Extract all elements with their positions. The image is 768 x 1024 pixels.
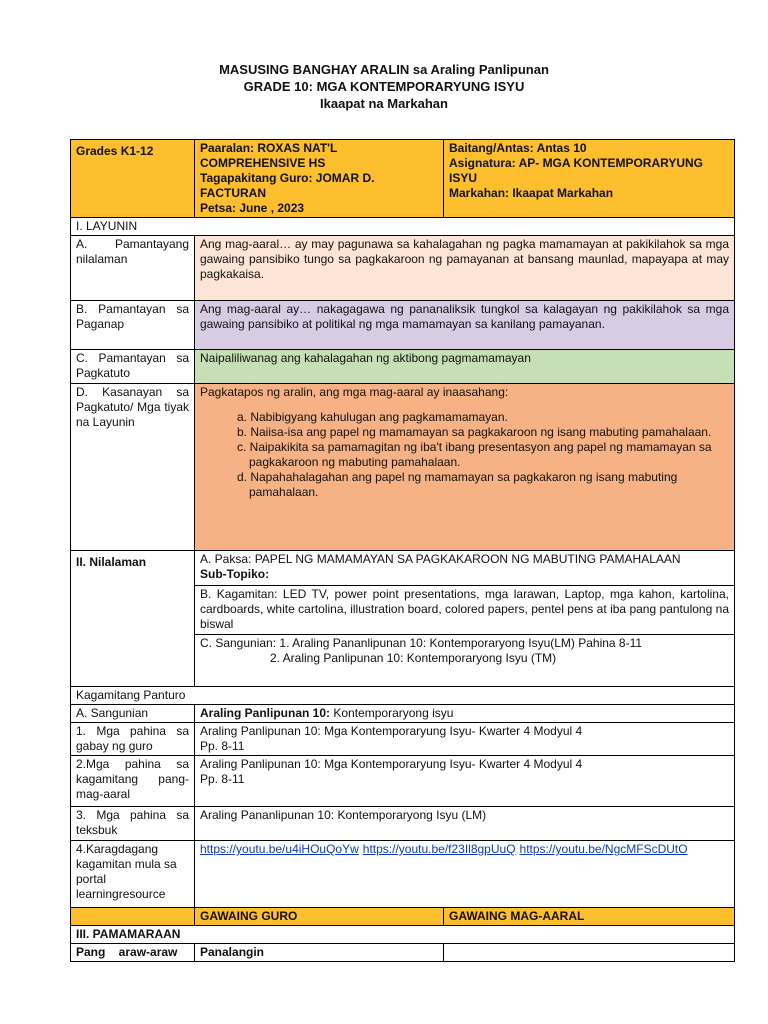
topic-text: A. Paksa: PAPEL NG MAMAMAYAN SA PAGKAKAROON NG MABUTING PAMAHALAAN <box>200 552 681 566</box>
video-link-3[interactable]: https://youtu.be/NgcMFScDUtO <box>519 842 688 856</box>
date-label: Petsa: June , 2023 <box>200 201 305 215</box>
grades-cell <box>71 140 195 218</box>
competencies-cell <box>195 384 735 551</box>
student-response-cell <box>444 944 735 962</box>
textbook-text: Araling Pananlipunan 10: Kontemporaryong Isyu (LM) <box>195 807 735 841</box>
sources-cell <box>195 705 735 723</box>
learner-materials-text: Araling Panlipunan 10: Mga Kontemporaryung Isyu- Kwarter 4 Modyul 4 <box>200 757 583 771</box>
sources-row <box>71 705 735 723</box>
objective-item: c. Naipakikita sa pamamagitan ng iba't ibang presentasyon ang papel ng mamamayan sa pagkakaroon ng mabuting pamahalaan. <box>237 440 712 469</box>
procedure-header-blank <box>71 908 195 926</box>
objectives-list <box>200 410 729 500</box>
topic-row <box>71 551 735 586</box>
lesson-plan-table <box>70 139 735 962</box>
competencies-intro: Pagkatapos ng aralin, ang mga mag-aaral ay inaasahang: <box>200 385 509 399</box>
additional-resources-label: 4.Karagdagang kagamitan mula sa portal learningresource <box>71 841 195 908</box>
content-heading: II. Nilalaman <box>71 551 195 687</box>
textbook-row <box>71 807 735 841</box>
teaching-materials-heading: Kagamitang Panturo <box>71 687 735 705</box>
teacher-label: Tagapakitang Guro: JOMAR D. FACTURAN <box>200 171 375 200</box>
video-link-1[interactable]: https://youtu.be/u4iHOuQoYw <box>200 842 359 856</box>
teaching-materials-row <box>71 687 735 705</box>
content-standard-text: Ang mag-aaral… ay may pagunawa sa kahalagahan ng pagka mamamayan at pakikilahok sa mga gawaing pansibiko tungo sa pagkakaroon ng pamayanan at bansang maunlad, mapayapa at may pagkakaisa. <box>195 236 735 301</box>
learning-standard-row <box>71 350 735 384</box>
learner-materials-label: 2.Mga pahina sa kagamitang pang-mag-aaral <box>71 756 195 807</box>
additional-resources-row <box>71 841 735 908</box>
competencies-row <box>71 384 735 551</box>
grades-label: Grades K1-12 <box>76 144 154 158</box>
student-activity-header: GAWAING MAG-AARAL <box>444 908 735 926</box>
procedure-heading: III. PAMAMARAAN <box>71 926 735 944</box>
topic-cell <box>195 551 735 586</box>
competencies-label: D. Kasanayan sa Pagkatuto/ Mga tiyak na Layunin <box>71 384 195 551</box>
learning-standard-label: C. Pamantayan sa Pagkatuto <box>71 350 195 384</box>
objective-item: b. Naiisa-isa ang papel ng mamamayan sa pagkakaroon ng isang mabuting pamahalaan. <box>237 425 712 439</box>
doc-title-line3: Ikaapat na Markahan <box>320 96 448 111</box>
prayer-cell: Panalangin <box>195 944 444 962</box>
teacher-guide-label: 1. Mga pahina sa gabay ng guro <box>71 723 195 756</box>
materials-text: B. Kagamitan: LED TV, power point presentations, mga larawan, Laptop, mga kahon, kartolina, cardboards, white cartolina, illustration board, colored papers, pentel pens at iba pang pantulong na biswal <box>195 586 735 635</box>
content-standard-label: A. Pamantayang nilalaman <box>71 236 195 301</box>
header-row <box>71 140 735 218</box>
video-link-2[interactable]: https://youtu.be/f23Il8gpUuQ <box>362 842 516 856</box>
school-info-cell <box>195 140 444 218</box>
teacher-activity-header: GAWAING GURO <box>195 908 444 926</box>
quarter-label: Markahan: Ikaapat Markahan <box>449 186 614 200</box>
school-label: Paaralan: ROXAS NAT'L COMPREHENSIVE HS <box>200 141 338 170</box>
sources-bold-text: Araling Panlipunan 10: <box>200 706 331 720</box>
teacher-guide-cell <box>195 723 735 756</box>
learner-materials-pages: Pp. 8-11 <box>200 772 245 786</box>
learning-standard-text: Naipaliliwanag ang kahalagahan ng aktibong pagmamamayan <box>195 350 735 384</box>
daily-routine-row <box>71 944 735 962</box>
subject-info-cell <box>444 140 735 218</box>
textbook-label: 3. Mga pahina sa teksbuk <box>71 807 195 841</box>
content-standard-row <box>71 236 735 301</box>
grade-level-label: Baitang/Antas: Antas 10 <box>449 141 587 155</box>
sources-label: A. Sangunian <box>71 705 195 723</box>
performance-standard-row <box>71 301 735 350</box>
reference-line-2: 2. Araling Panlipunan 10: Kontemporaryong Isyu (TM) <box>270 651 557 665</box>
doc-title-line2: GRADE 10: MGA KONTEMPORARYUNG ISYU <box>243 79 525 94</box>
objectives-heading-row <box>71 218 735 236</box>
learner-materials-row <box>71 756 735 807</box>
additional-resources-cell <box>195 841 735 908</box>
doc-title-line1: MASUSING BANGHAY ARALIN sa Araling Panlipunan <box>219 62 549 77</box>
procedure-heading-row <box>71 926 735 944</box>
sources-text: Kontemporaryong isyu <box>330 706 454 720</box>
objective-item: a. Nabibigyang kahulugan ang pagkamamamayan. <box>237 410 508 424</box>
objective-item: d. Napahahalagahan ang papel ng mamamayan sa pagkakaron ng isang mabuting pamahalaan. <box>237 470 678 499</box>
reference-line-1: C. Sangunian: 1. Araling Pananlipunan 10: Kontemporaryong Isyu(LM) Pahina 8-11 <box>200 636 643 650</box>
objectives-heading: I. LAYUNIN <box>71 218 735 236</box>
teacher-guide-text: Araling Panlipunan 10: Mga Kontemporaryung Isyu- Kwarter 4 Modyul 4 <box>200 724 583 738</box>
references-cell <box>195 635 735 687</box>
teacher-guide-pages: Pp. 8-11 <box>200 739 245 753</box>
subject-label: Asignatura: AP- MGA KONTEMPORARYUNG ISYU <box>449 156 704 185</box>
subtopic-label: Sub-Topiko: <box>200 567 270 581</box>
procedure-header-row <box>71 908 735 926</box>
teacher-guide-row <box>71 723 735 756</box>
learner-materials-cell <box>195 756 735 807</box>
performance-standard-label: B. Pamantayan sa Paganap <box>71 301 195 350</box>
daily-routine-label: Pang araw-araw <box>71 944 195 962</box>
performance-standard-text: Ang mag-aaral ay… nakagagawa ng pananaliksik tungkol sa kalagayan ng pakikilahok sa mga gawaing pansibiko at politikal ng mga mamamayan sa kanilang pamayanan. <box>195 301 735 350</box>
